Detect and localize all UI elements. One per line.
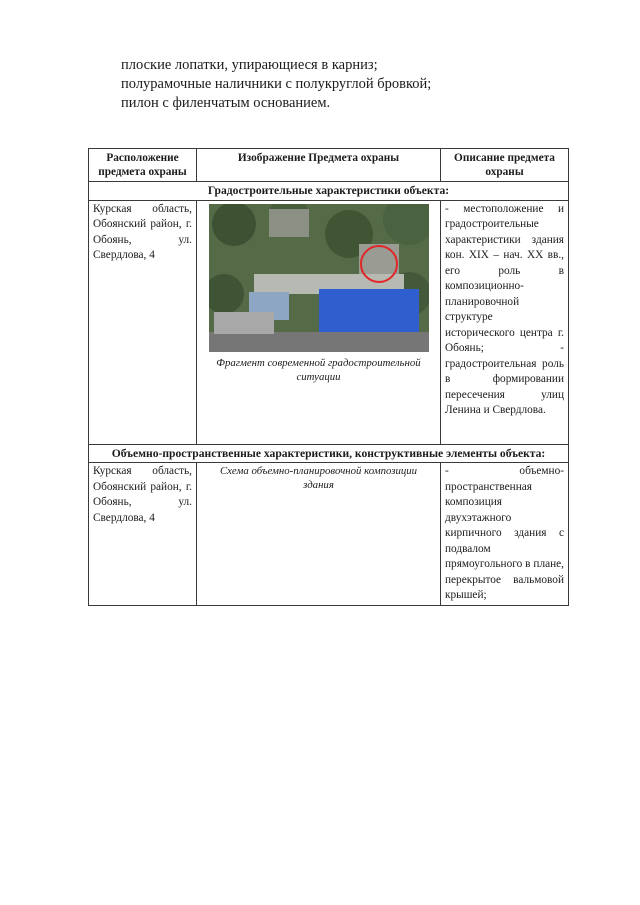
description-cell: - объемно-пространственная композиция двухэтажного кирпичного здания с подвалом прямоугольного в плане, перекрытое вальмовой крышей; [441,463,569,606]
photo-caption: Фрагмент современной градостроительной ситуации [216,356,421,383]
section-title-spatial: Объемно-пространственные характеристики, конструктивные элементы объекта: [89,444,569,463]
table-row [89,200,569,444]
image-cell [197,200,441,444]
intro-line: пилон с филенчатым основанием. [121,95,331,111]
table-header-row [89,149,569,182]
description-cell: - местоположение и градостроительные характеристики здания кон. XIX – нач. XX вв., его роль в композиционно-планировочной структуре исторического центра г. Обоянь; - градостроительная роль в формировании пересечения улиц Ленина и Свердлова. [441,200,569,444]
section-title-urban: Градостроительные характеристики объекта: [89,182,569,201]
intro-text [121,56,431,113]
location-cell: Курская область, Обоянский район, г. Обоянь, ул. Свердлова, 4 [89,200,197,444]
section-row [89,444,569,463]
protection-subject-table [88,148,569,606]
intro-line: плоские лопатки, упирающиеся в карниз; [121,57,378,73]
scheme-caption: Схема объемно-планировочной композиции здания [219,465,418,491]
intro-line: полурамочные наличники с полукруглой бровкой; [121,76,432,92]
section-row [89,182,569,201]
location-cell: Курская область, Обоянский район, г. Обоянь, ул. Свердлова, 4 [89,463,197,606]
image-cell [197,463,441,606]
table-row [89,463,569,606]
aerial-photo [209,204,429,352]
header-description: Описание предмета охраны [441,149,569,182]
header-location: Расположение предмета охраны [89,149,197,182]
header-image: Изображение Предмета охраны [197,149,441,182]
